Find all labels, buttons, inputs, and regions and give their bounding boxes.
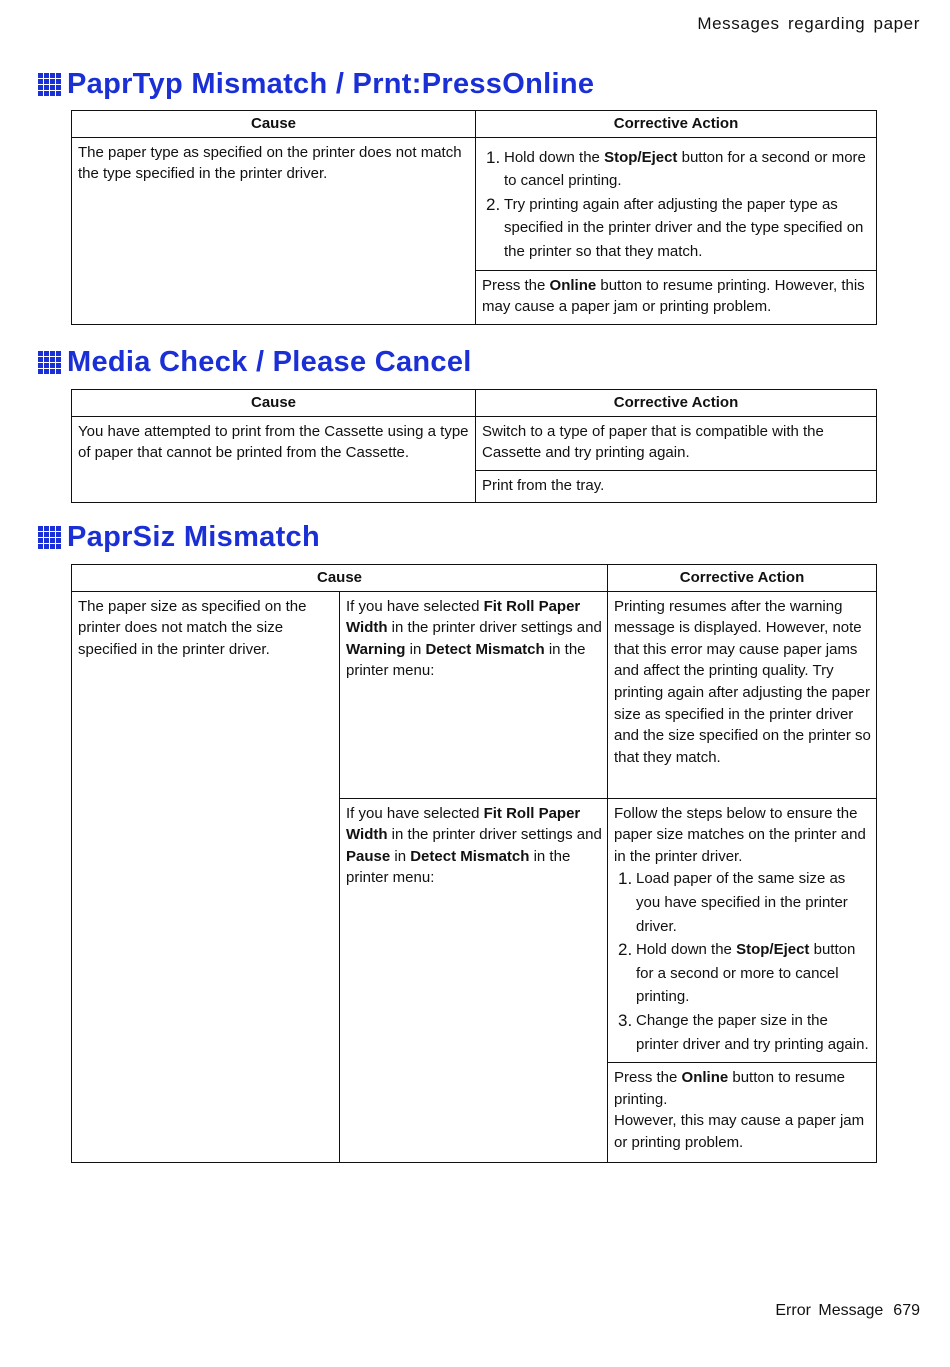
corrective-action-header: Corrective Action bbox=[608, 565, 877, 592]
paprsiz-mismatch-table bbox=[71, 564, 877, 1163]
action-cell bbox=[476, 137, 877, 270]
steps-list bbox=[482, 146, 871, 264]
action-cell: Print from the tray. bbox=[476, 470, 877, 503]
section-title-text: Media Check / Please Cancel bbox=[67, 346, 472, 378]
corrective-action-header: Corrective Action bbox=[476, 111, 877, 138]
grid-icon bbox=[38, 73, 61, 96]
action-cell: Press the Online button to resume printing. However, this may cause a paper jam or printing problem. bbox=[608, 1063, 877, 1162]
grid-icon bbox=[38, 526, 61, 549]
paprtyp-mismatch-table bbox=[71, 110, 877, 325]
action-cell bbox=[608, 798, 877, 1063]
cause-cell: The paper type as specified on the printer does not match the type specified in the printer driver. bbox=[72, 137, 476, 324]
cause-header: Cause bbox=[72, 111, 476, 138]
table-header-row bbox=[72, 565, 877, 592]
table-row bbox=[72, 591, 877, 798]
section-title-paprsiz-mismatch bbox=[38, 521, 320, 554]
page-number: 679 bbox=[893, 1302, 920, 1319]
running-header: Messages regarding paper bbox=[697, 14, 920, 33]
cause-cell: The paper size as specified on the printer does not match the size specified in the printer driver. bbox=[72, 591, 340, 1162]
corrective-action-header: Corrective Action bbox=[476, 390, 877, 417]
condition-cell: If you have selected Fit Roll Paper Width in the printer driver settings and Warning in Detect Mismatch in the printer menu: bbox=[340, 591, 608, 798]
media-check-table bbox=[71, 389, 877, 503]
table-header-row bbox=[72, 390, 877, 417]
list-item: 1. Load paper of the same size as you have specified in the printer driver. bbox=[618, 869, 848, 935]
section-title-text: PaprTyp Mismatch / Prnt:PressOnline bbox=[67, 68, 595, 100]
section-title-media-check bbox=[38, 346, 472, 379]
steps-list bbox=[614, 867, 871, 1056]
list-item: 2. Try printing again after adjusting the paper type as specified in the printer driver and the type specified on the printer so that they match. bbox=[486, 194, 864, 260]
cause-header: Cause bbox=[72, 390, 476, 417]
action-cell: Switch to a type of paper that is compatible with the Cassette and try printing again. bbox=[476, 416, 877, 470]
table-row bbox=[72, 416, 877, 470]
footer-section-label: Error Message bbox=[775, 1302, 884, 1319]
action-cell: Press the Online button to resume printing. However, this may cause a paper jam or printing problem. bbox=[476, 270, 877, 324]
section-title-text: PaprSiz Mismatch bbox=[67, 521, 320, 553]
action-cell: Printing resumes after the warning message is displayed. However, note that this error may cause paper jams and affect the printing quality. Try printing again after adjusting the paper size as specified in the printer driver and the size specified on the printer so that they match. bbox=[608, 591, 877, 798]
cause-cell: You have attempted to print from the Cassette using a type of paper that cannot be printed from the Cassette. bbox=[72, 416, 476, 503]
cause-header: Cause bbox=[72, 565, 608, 592]
page-footer bbox=[775, 1302, 920, 1320]
list-item: 2. Hold down the Stop/Eject button for a second or more to cancel printing. bbox=[618, 940, 856, 1006]
steps-intro: Follow the steps below to ensure the paper size matches on the printer and in the printer driver. bbox=[614, 804, 866, 865]
section-title-paprtyp-mismatch bbox=[38, 68, 594, 101]
list-item: 3. Change the paper size in the printer driver and try printing again. bbox=[618, 1010, 869, 1053]
condition-cell: If you have selected Fit Roll Paper Width in the printer driver settings and Pause in Detect Mismatch in the printer menu: bbox=[340, 798, 608, 1162]
table-row bbox=[72, 137, 877, 270]
grid-icon bbox=[38, 351, 61, 374]
table-header-row bbox=[72, 111, 877, 138]
list-item: 1. Hold down the Stop/Eject button for a second or more to cancel printing. bbox=[486, 147, 866, 190]
